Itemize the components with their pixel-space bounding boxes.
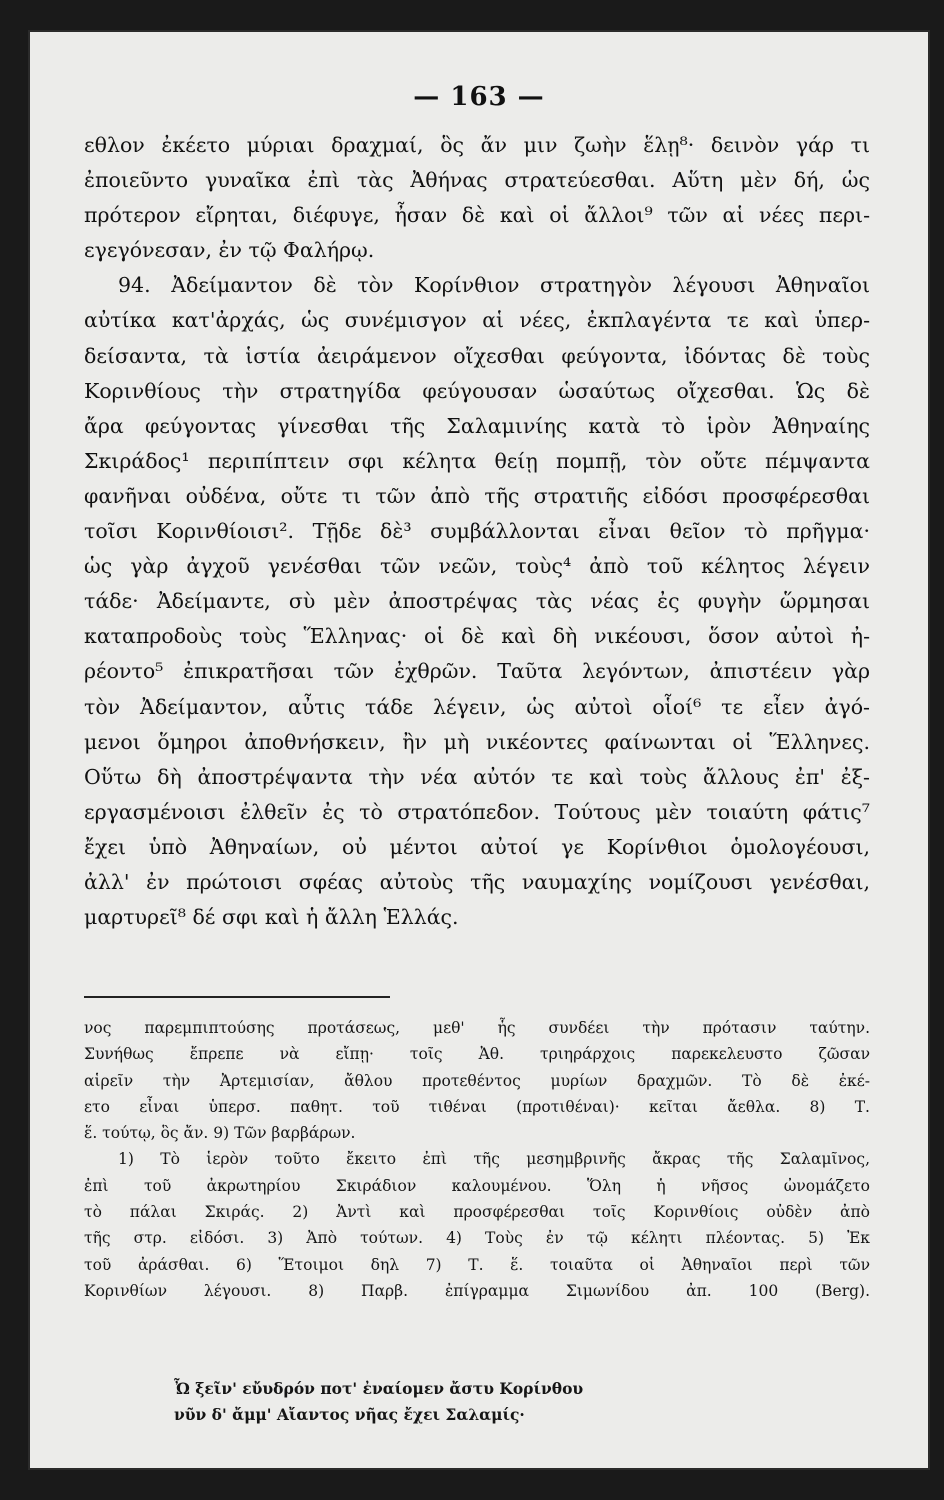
footnote-separator: [84, 996, 390, 998]
footnote-line: τῆς στρ. εἰδόσι. 3) Ἀπὸ τούτων. 4) Τοὺς ἐν τῷ κέλητι πλέοντας. 5) Ἐκ: [84, 1229, 870, 1248]
footnote-line: ἕ. τούτῳ, ὃς ἄν. 9) Τῶν βαρβάρων.: [84, 1124, 356, 1143]
text-line: δείσαντα, τὰ ἱστία ἀειράμενον οἴχεσθαι φεύγοντα, ἰδόντας δὲ τοὺς: [84, 343, 870, 368]
book-page: [28, 30, 930, 1470]
text-line: 94. Ἀδείμαντον δὲ τὸν Κορίνθιον στρατηγὸν λέγουσι Ἀθηναῖοι: [118, 273, 870, 298]
text-line: τάδε· Ἀδείμαντε, σὺ μὲν ἀποστρέψας τὰς νέας ἐς φυγὴν ὥρμησαι: [84, 589, 870, 614]
epigram-line: Ὦ ξεῖν' εὔυδρόν ποτ' ἐναίομεν ἄστυ Κορίνθου: [174, 1379, 584, 1398]
text-line: τὸν Ἀδείμαντον, αὖτις τάδε λέγειν, ὡς αὐτοὶ οἷοί⁶ τε εἶεν ἀγό-: [84, 694, 870, 719]
main-text: [84, 128, 870, 935]
text-line: εργασμένοισι ἐλθεῖν ἐς τὸ στρατόπεδον. Τούτους μὲν τοιαύτη φάτις⁷: [84, 799, 870, 824]
text-line: ἀλλ' ἐν πρώτοισι σφέας αὐτοὺς τῆς ναυμαχίης νομίζουσι γενέσθαι,: [84, 869, 870, 894]
text-line: ἔχει ὑπὸ Ἀθηναίων, οὐ μέντοι αὐτοί γε Κορίνθιοι ὁμολογέουσι,: [84, 834, 870, 859]
text-line: μαρτυρεῖ⁸ δέ σφι καὶ ἡ ἄλλη Ἑλλάς.: [84, 905, 459, 930]
text-line: πρότερον εἴρηται, διέφυγε, ἦσαν δὲ καὶ οἱ ἄλλοι⁹ τῶν αἱ νέες περι-: [84, 203, 870, 228]
footnote-line: τὸ πάλαι Σκιράς. 2) Ἀντὶ καὶ προσφέρεσθαι τοῖς Κορινθίοις οὐδὲν ἀπὸ: [84, 1203, 870, 1222]
text-line: Κορινθίους τὴν στρατηγίδα φεύγουσαν ὡσαύτως οἴχεσθαι. Ὡς δὲ: [84, 378, 870, 403]
text-line: ἐποιεῦντο γυναῖκα ἐπὶ τὰς Ἀθήνας στρατεύεσθαι. Αὕτη μὲν δή, ὡς: [84, 168, 870, 193]
text-line: φανῆναι οὐδένα, οὔτε τι τῶν ἀπὸ τῆς στρατιῆς εἰδόσι προσφέρεσθαι: [84, 483, 870, 508]
text-line: Οὕτω δὴ ἀποστρέψαντα τὴν νέα αὐτόν τε καὶ τοὺς ἄλλους ἐπ' ἐξ-: [84, 764, 870, 789]
footnote-line: τοῦ ἀράσθαι. 6) Ἕτοιμοι δηλ 7) Τ. ἕ. τοιαῦτα οἱ Ἀθηναῖοι περὶ τῶν: [84, 1255, 870, 1274]
footnote-line: νος παρεμπιπτούσης προτάσεως, μεθ' ἧς συνδέει τὴν πρότασιν ταύτην.: [84, 1019, 870, 1037]
text-line: ρέοντο⁵ ἐπικρατῆσαι τῶν ἐχθρῶν. Ταῦτα λεγόντων, ἀπιστέειν γὰρ: [84, 659, 870, 684]
page-number: — 163 —: [413, 82, 545, 112]
text-line: καταπροδοὺς τοὺς Ἕλληνας· οἱ δὲ καὶ δὴ νικέουσι, ὅσον αὐτοὶ ἠ-: [84, 624, 870, 649]
epigram-line: νῦν δ' ἄμμ' Αἴαντος νῆας ἔχει Σαλαμίς·: [174, 1405, 525, 1425]
footnotes: [84, 1015, 870, 1304]
epigram: [84, 1376, 870, 1429]
text-line: αὐτίκα κατ'ἀρχάς, ὡς συνέμισγον αἱ νέες, ἐκπλαγέντα τε καὶ ὑπερ-: [84, 308, 870, 333]
text-line: ἄρα φεύγοντας γίνεσθαι τῆς Σαλαμινίης κατὰ τὸ ἱρὸν Ἀθηναίης: [84, 413, 870, 438]
text-line: ὡς γὰρ ἀγχοῦ γενέσθαι τῶν νεῶν, τοὺς⁴ ἀπὸ τοῦ κέλητος λέγειν: [84, 554, 870, 579]
footnote-line: ετο εἶναι ὑπερσ. παθητ. τοῦ τιθέναι (προτιθέναι)· κεῖται ἄεθλα. 8) Τ.: [84, 1097, 870, 1116]
text-line: εθλον ἐκέετο μύριαι δραχμαί, ὃς ἄν μιν ζωὴν ἕλῃ⁸· δεινὸν γάρ τι: [84, 133, 870, 157]
footnote-line: 1) Τὸ ἱερὸν τοῦτο ἔκειτο ἐπὶ τῆς μεσημβρινῆς ἄκρας τῆς Σαλαμῖνος,: [118, 1150, 870, 1169]
text-line: μενοι ὅμηροι ἀποθνήσκειν, ἢν μὴ νικέοντες φαίνωνται οἱ Ἕλληνες.: [84, 729, 870, 754]
footnote-line: Κορινθίων λέγουσι. 8) Παρβ. ἐπίγραμμα Σιμωνίδου ἀπ. 100 (Berg).: [84, 1281, 870, 1300]
footnote-line: αἱρεῖν τὴν Ἀρτεμισίαν, ἄθλου προτεθέντος μυρίων δραχμῶν. Τὸ δὲ ἐκέ-: [84, 1071, 870, 1090]
footnote-line: ἐπὶ τοῦ ἀκρωτηρίου Σκιράδιον καλουμένου. Ὅλη ἡ νῆσος ὠνομάζετο: [84, 1176, 870, 1195]
text-line: εγεγόνεσαν, ἐν τῷ Φαλήρῳ.: [84, 238, 375, 263]
footnote-line: Συνήθως ἔπρεπε νὰ εἴπῃ· τοῖς Ἀθ. τριηράρχοις παρεκελευστο ζῶσαν: [84, 1045, 870, 1064]
text-line: Σκιράδος¹ περιπίπτειν σφι κέλητα θείῃ πομπῇ, τὸν οὔτε πέμψαντα: [84, 448, 870, 473]
text-line: τοῖσι Κορινθίοισι². Τῇδε δὲ³ συμβάλλονται εἶναι θεῖον τὸ πρῆγμα·: [84, 519, 870, 544]
